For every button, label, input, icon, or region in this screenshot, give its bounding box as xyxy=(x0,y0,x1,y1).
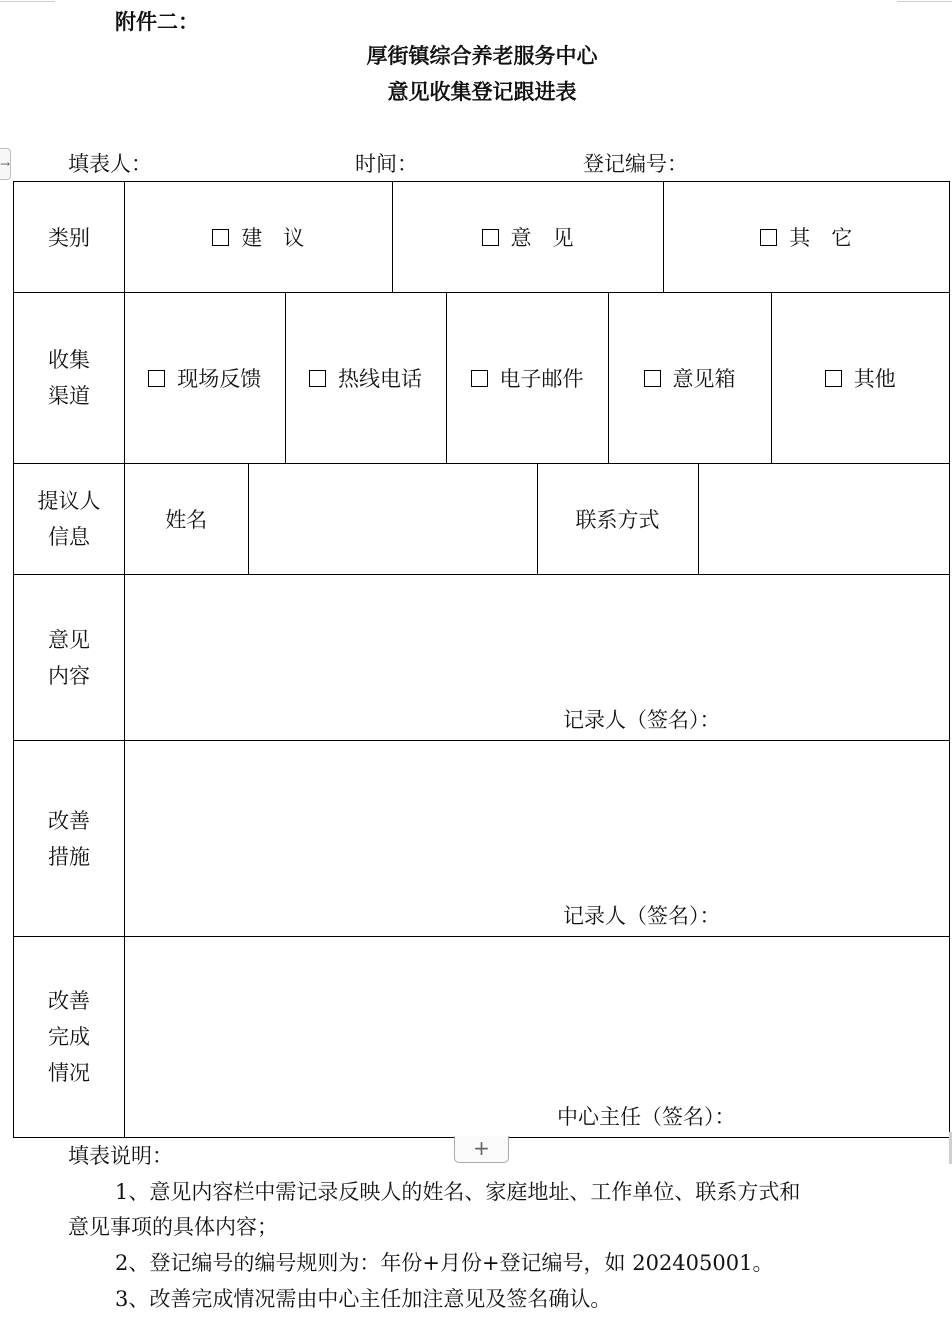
instruction-item-3: 3、改善完成情况需由中心主任加注意见及签名确认。 xyxy=(115,1287,612,1311)
channel-option-other[interactable]: 其他 xyxy=(771,293,949,463)
category-row xyxy=(14,182,950,293)
checkbox-icon[interactable] xyxy=(825,370,842,387)
proposer-row xyxy=(14,464,950,575)
measures-label: 改善 措施 xyxy=(14,741,125,937)
checkbox-icon[interactable] xyxy=(482,229,499,246)
director-signature: 中心主任（签名）： xyxy=(557,1105,736,1129)
category-option-suggestion[interactable]: 建 议 xyxy=(125,182,392,292)
channel-option-box[interactable]: 意见箱 xyxy=(608,293,771,463)
feedback-form-table xyxy=(13,181,950,1138)
checkbox-icon[interactable] xyxy=(148,370,165,387)
checkbox-icon[interactable] xyxy=(644,370,661,387)
instructions-heading: 填表说明： xyxy=(68,1144,173,1168)
proposer-label: 提议人 信息 xyxy=(14,464,125,575)
checkbox-icon[interactable] xyxy=(760,229,777,246)
category-option-other[interactable]: 其 它 xyxy=(663,182,949,292)
checkbox-icon[interactable] xyxy=(309,370,326,387)
channel-label: 收集 渠道 xyxy=(14,293,125,464)
page-corner-mark-left xyxy=(0,1,55,2)
filler-label: 填表人： xyxy=(68,152,152,176)
completion-label: 改善 完成 情况 xyxy=(14,937,125,1138)
contact-label: 联系方式 xyxy=(537,464,698,574)
add-row-button[interactable]: + xyxy=(454,1136,509,1163)
instruction-item-2: 2、登记编号的编号规则为：年份+月份+登记编号，如 202405001。 xyxy=(115,1251,774,1275)
channel-option-email[interactable]: 电子邮件 xyxy=(446,293,608,463)
measures-recorder-signature: 记录人（签名）： xyxy=(563,904,721,928)
name-label: 姓名 xyxy=(125,464,248,574)
page-subtitle: 意见收集登记跟进表 xyxy=(387,79,577,104)
checkbox-icon[interactable] xyxy=(212,229,229,246)
page-title: 厚街镇综合养老服务中心 xyxy=(366,43,598,68)
attachment-label: 附件二： xyxy=(115,9,199,34)
opinion-row xyxy=(14,575,950,741)
page-corner-mark-right xyxy=(897,1,952,2)
category-options xyxy=(125,182,950,293)
contact-field[interactable] xyxy=(698,464,949,574)
channel-option-hotline[interactable]: 热线电话 xyxy=(285,293,446,463)
channel-options xyxy=(125,293,950,464)
name-field[interactable] xyxy=(248,464,537,574)
time-label: 时间： xyxy=(355,152,418,176)
table-move-handle[interactable] xyxy=(0,148,11,180)
completion-row xyxy=(14,937,950,1138)
category-option-opinion[interactable]: 意 见 xyxy=(392,182,663,292)
measures-content-field[interactable] xyxy=(125,741,950,937)
category-label: 类别 xyxy=(14,182,125,293)
reg-no-label: 登记编号： xyxy=(583,152,688,176)
channel-row xyxy=(14,293,950,464)
instruction-item-1: 1、意见内容栏中需记录反映人的姓名、家庭地址、工作单位、联系方式和 xyxy=(115,1180,801,1204)
channel-option-onsite[interactable]: 现场反馈 xyxy=(125,293,285,463)
opinion-recorder-signature: 记录人（签名）： xyxy=(563,708,721,732)
completion-content-field[interactable] xyxy=(125,937,950,1138)
arrow-right-icon: → xyxy=(0,157,11,171)
opinion-content-field[interactable] xyxy=(125,575,950,741)
checkbox-icon[interactable] xyxy=(471,370,488,387)
measures-row xyxy=(14,741,950,937)
instruction-item-1-cont: 意见事项的具体内容； xyxy=(68,1215,278,1239)
opinion-label: 意见 内容 xyxy=(14,575,125,741)
proposer-fields xyxy=(125,464,950,575)
